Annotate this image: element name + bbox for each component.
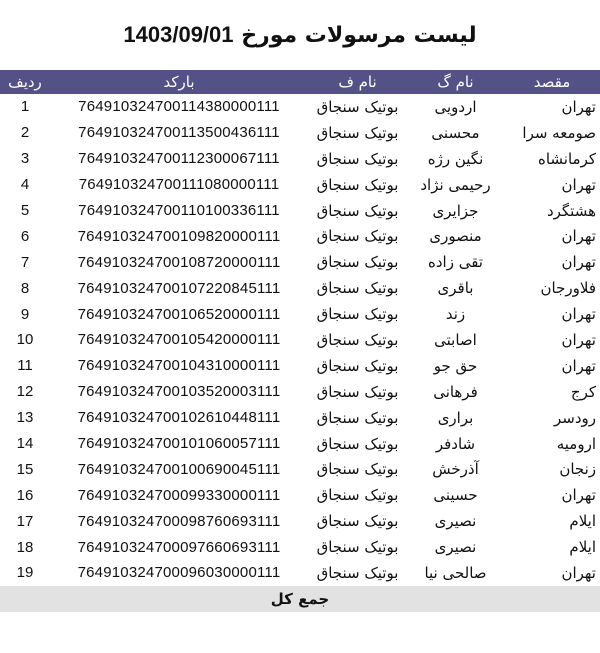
row-destination: تهران <box>561 486 596 505</box>
row-sender: بوتیک سنجاق <box>316 149 399 168</box>
row-destination: فلاورجان <box>540 279 596 298</box>
row-sender: بوتیک سنجاق <box>316 175 399 194</box>
row-barcode: 764910324700101060057111 <box>77 435 281 453</box>
row-sender: بوتیک سنجاق <box>316 97 399 116</box>
row-barcode: 764910324700108720000111 <box>77 253 281 271</box>
row-index: 5 <box>20 202 30 219</box>
row-barcode: 764910324700106520000111 <box>77 305 281 323</box>
row-index: 8 <box>20 279 30 297</box>
row-sender: بوتیک سنجاق <box>316 486 399 505</box>
row-recipient-name: نگین رژه <box>427 149 484 168</box>
row-index: 9 <box>20 305 30 323</box>
table-row <box>0 327 600 353</box>
total-row <box>0 586 600 612</box>
row-barcode: 764910324700112300067111 <box>78 150 280 168</box>
table-row <box>0 198 600 224</box>
row-destination: هشتگرد <box>546 201 596 220</box>
row-destination: ارومیه <box>556 434 596 453</box>
row-index: 18 <box>16 538 34 556</box>
table-header-row <box>0 70 600 94</box>
row-index: 1 <box>20 98 30 116</box>
row-destination: تهران <box>561 227 596 246</box>
row-barcode: 764910324700099330000111 <box>77 486 281 504</box>
table-row <box>0 379 600 405</box>
row-barcode: 764910324700104310000111 <box>77 357 281 375</box>
table-row <box>0 223 600 249</box>
row-recipient-name: حق جو <box>433 356 478 375</box>
row-barcode: 764910324700096030000111 <box>77 564 281 582</box>
row-destination: تهران <box>561 175 596 194</box>
row-recipient-name: جزایری <box>432 201 479 220</box>
row-sender: بوتیک سنجاق <box>316 434 399 453</box>
row-sender: بوتیک سنجاق <box>316 201 399 220</box>
title-date: 1403/09/01 <box>123 22 234 47</box>
row-barcode: 764910324700097660693111 <box>77 538 281 556</box>
row-index: 3 <box>20 150 30 168</box>
row-sender: بوتیک سنجاق <box>316 563 399 582</box>
row-recipient-name: رحیمی نژاد <box>420 175 491 194</box>
row-destination: ایلام <box>569 538 596 557</box>
row-recipient-name: براری <box>437 408 474 427</box>
table-row <box>0 249 600 275</box>
row-sender: بوتیک سنجاق <box>316 279 399 298</box>
row-recipient-name: حسینی <box>433 486 478 505</box>
row-index: 16 <box>16 486 34 504</box>
row-destination: کرج <box>570 382 596 401</box>
row-barcode: 764910324700113500436111 <box>78 124 280 142</box>
table-row <box>0 482 600 508</box>
row-recipient-name: صالحی نیا <box>424 563 487 582</box>
row-index: 7 <box>20 253 30 271</box>
row-sender: بوتیک سنجاق <box>316 538 399 557</box>
row-sender: بوتیک سنجاق <box>316 460 399 479</box>
header-index: ردیف <box>0 70 50 94</box>
row-recipient-name: آذرخش <box>432 460 479 479</box>
row-destination: زنجان <box>559 460 596 479</box>
shipments-table <box>0 70 600 612</box>
row-index: 2 <box>20 124 30 142</box>
table-row <box>0 431 600 457</box>
table-row <box>0 534 600 560</box>
row-barcode: 764910324700098760693111 <box>77 512 281 530</box>
row-index: 19 <box>16 564 34 582</box>
row-recipient-name: محسنی <box>431 123 480 142</box>
row-destination: تهران <box>561 563 596 582</box>
page-title <box>0 22 600 48</box>
table-row <box>0 146 600 172</box>
row-index: 11 <box>17 357 33 375</box>
row-index: 12 <box>16 383 34 401</box>
row-destination: کرمانشاه <box>537 149 596 168</box>
row-index: 6 <box>20 227 30 245</box>
row-sender: بوتیک سنجاق <box>316 305 399 324</box>
row-destination: ایلام <box>569 512 596 531</box>
row-sender: بوتیک سنجاق <box>316 356 399 375</box>
table-row <box>0 94 600 120</box>
header-name: نام گ <box>407 70 504 94</box>
table-row <box>0 301 600 327</box>
row-destination: تهران <box>561 97 596 116</box>
table-row <box>0 456 600 482</box>
row-destination: رودسر <box>553 408 596 427</box>
row-barcode: 764910324700109820000111 <box>77 227 281 245</box>
row-destination: تهران <box>561 305 596 324</box>
row-index: 15 <box>16 460 34 478</box>
header-sender: نام ف <box>308 70 407 94</box>
row-index: 4 <box>20 176 30 194</box>
row-index: 10 <box>16 331 34 349</box>
row-barcode: 764910324700100690045111 <box>77 460 281 478</box>
row-barcode: 764910324700107220845111 <box>77 279 281 297</box>
row-sender: بوتیک سنجاق <box>316 330 399 349</box>
table-row <box>0 560 600 586</box>
row-barcode: 764910324700110100336111 <box>78 202 280 219</box>
row-index: 13 <box>16 409 34 427</box>
row-sender: بوتیک سنجاق <box>316 253 399 272</box>
row-destination: تهران <box>561 330 596 349</box>
title-text: لیست مرسولات مورخ <box>241 23 477 48</box>
total-label: جمع کل <box>0 586 600 612</box>
table-row <box>0 275 600 301</box>
table-body <box>0 94 600 586</box>
header-destination: مقصد <box>504 70 600 94</box>
row-index: 17 <box>16 512 34 530</box>
row-destination: تهران <box>561 253 596 272</box>
row-sender: بوتیک سنجاق <box>316 512 399 531</box>
header-barcode: بارکد <box>50 70 308 94</box>
row-index: 14 <box>16 435 34 453</box>
table-row <box>0 508 600 534</box>
row-sender: بوتیک سنجاق <box>316 382 399 401</box>
table-row <box>0 405 600 431</box>
table-row <box>0 353 600 379</box>
row-sender: بوتیک سنجاق <box>316 123 399 142</box>
row-recipient-name: اصابتی <box>434 330 477 349</box>
row-recipient-name: زند <box>445 305 466 324</box>
row-recipient-name: شادفر <box>435 434 476 453</box>
row-recipient-name: باقری <box>437 279 474 298</box>
row-recipient-name: اردویی <box>434 97 477 116</box>
row-recipient-name: تقی زاده <box>428 253 483 272</box>
row-sender: بوتیک سنجاق <box>316 227 399 246</box>
row-destination: تهران <box>561 356 596 375</box>
row-barcode: 764910324700103520003111 <box>77 383 281 401</box>
row-barcode: 764910324700114380000111 <box>78 98 280 116</box>
row-recipient-name: منصوری <box>429 227 482 246</box>
table-row <box>0 120 600 146</box>
row-recipient-name: نصیری <box>434 512 477 531</box>
row-recipient-name: فرهانی <box>433 382 478 401</box>
row-barcode: 764910324700102610448111 <box>77 409 281 427</box>
row-barcode: 764910324700111080000111 <box>78 176 280 194</box>
table-row <box>0 172 600 198</box>
row-recipient-name: نصیری <box>434 538 477 557</box>
row-barcode: 764910324700105420000111 <box>77 331 281 349</box>
row-sender: بوتیک سنجاق <box>316 408 399 427</box>
row-destination: صومعه سرا <box>522 123 596 142</box>
